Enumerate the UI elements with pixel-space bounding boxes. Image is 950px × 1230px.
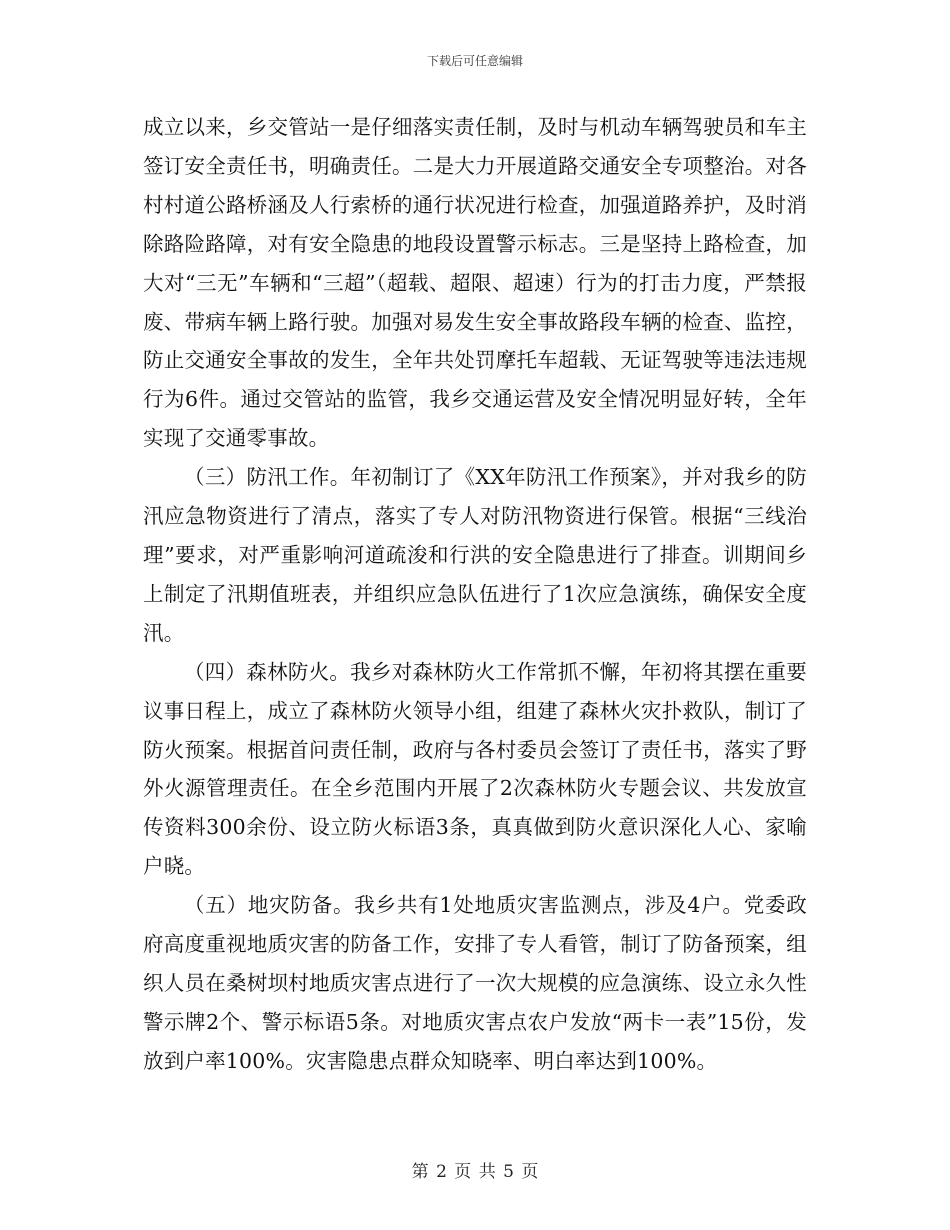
document-body (143, 108, 807, 1081)
paragraph-forest-fire-prevention: （四）森林防火。我乡对森林防火工作常抓不懈，年初将其摆在重要议事日程上，成立了森林防火领导小组，组建了森林火灾扑救队，制订了防火预案。根据首问责任制，政府与各村委员会签订了责任书，落实了野外火源管理责任。在全乡范围内开展了2次森林防火专题会议、共发放宣传资料300余份、设立防火标语3条，真真做到防火意识深化人心、家喻户晓。 (143, 659, 807, 879)
page-header-note: 下载后可任意编辑 (426, 54, 523, 68)
paragraph-traffic-safety: 成立以来，乡交管站一是仔细落实责任制，及时与机动车辆驾驶员和车主签订安全责任书，明确责任。二是大力开展道路交通安全专项整治。对各村村道公路桥涵及人行索桥的通行状况进行检查，加强道路养护，及时消除路险路障，对有安全隐患的地段设置警示标志。三是坚持上路检查，加大对“三无”车辆和“三超”（超载、超限、超速）行为的打击力度，严禁报废、带病车辆上路行驶。加强对易发生安全事故路段车辆的检查、监控，防止交通安全事故的发生，全年共处罚摩托车超载、无证驾驶等违法违规行为6件。通过交管站的监管，我乡交通运营及安全情况明显好转，全年实现了交通零事故。 (143, 115, 807, 451)
paragraph-flood-control: （三）防汛工作。年初制订了《XX年防汛工作预案》，并对我乡的防汛应急物资进行了清点，落实了专人对防汛物资进行保管。根据“三线治理”要求，对严重影响河道疏浚和行洪的安全隐患进行了排查。训期间乡上制定了汛期值班表，并组织应急队伍进行了1次应急演练，确保安全度汛。 (143, 465, 807, 645)
page-number: 第 2 页 共 5 页 (411, 1162, 539, 1182)
paragraph-geological-disaster-prevention: （五）地灾防备。我乡共有1处地质灾害监测点，涉及4户。党委政府高度重视地质灾害的防备工作，安排了专人看管，制订了防备预案，组织人员在桑树坝村地质灾害点进行了一次大规模的应急演练、设立永久性警示牌2个、警示标语5条。对地质灾害点农户发放“两卡一表”15份，发放到户率100%。灾害隐患点群众知晓率、明白率达到100%。 (143, 893, 807, 1073)
